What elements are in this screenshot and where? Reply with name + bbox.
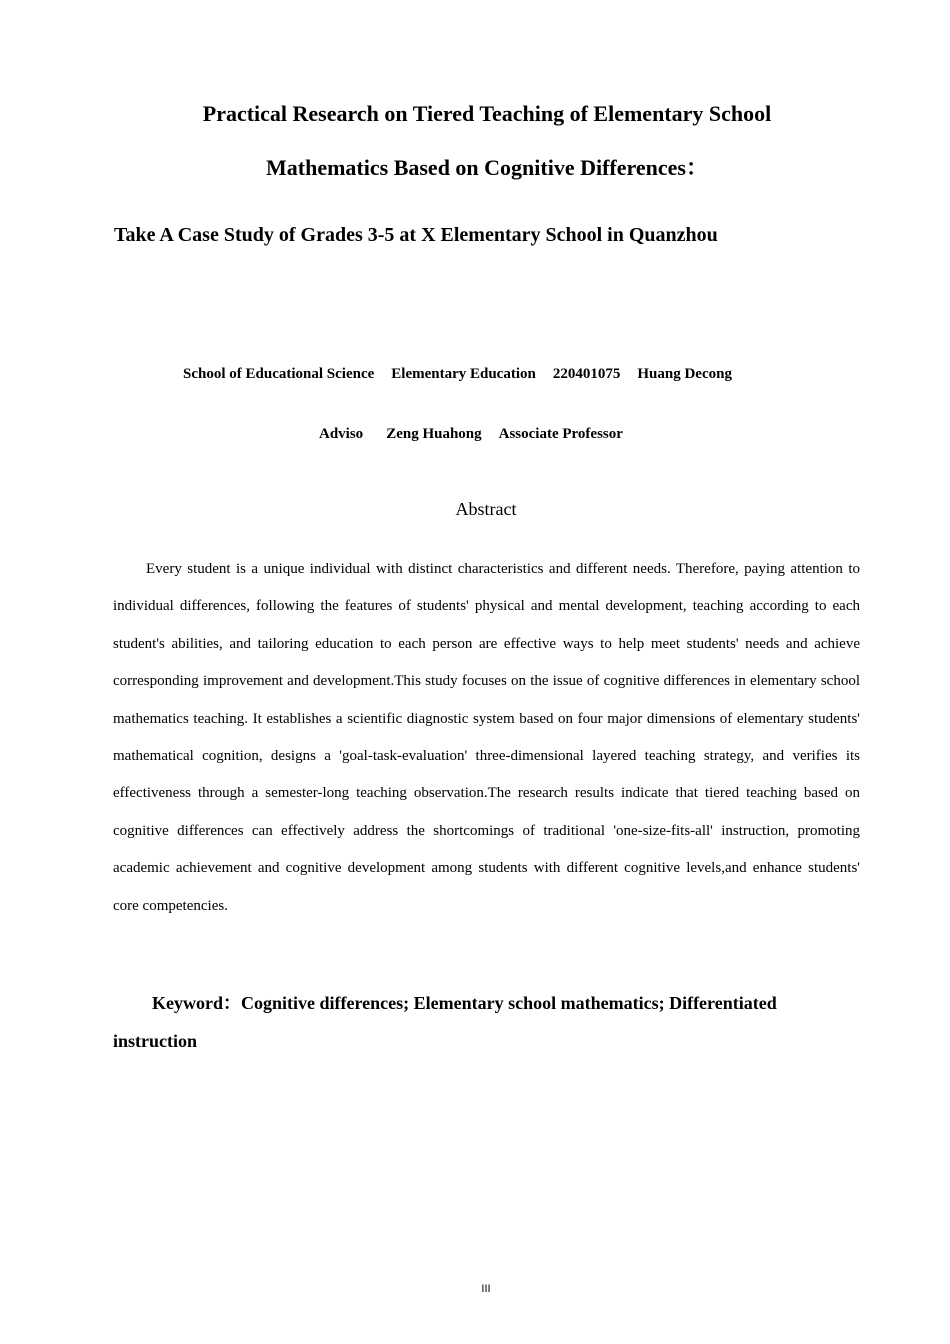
title-line-1: Practical Research on Tiered Teaching of Elementary School: [202, 101, 772, 126]
subtitle: Take A Case Study of Grades 3-5 at X Elementary School in Quanzhou: [114, 224, 718, 246]
keywords-text: Cognitive differences; Elementary school mathematics; Differentiated instruction: [113, 993, 777, 1051]
abstract-body: Every student is a unique individual with distinct characteristics and different needs. Therefore, paying attention to individual differences, following the features of students' physical and mental development, teaching according to each student's abilities, and tailoring education to each person are effective ways to help meet students' needs and achieve corresponding improvement and development.This study focuses on the issue of cognitive differences in elementary school mathematics teaching. It establishes a scientific diagnostic system based on four major dimensions of elementary students' mathematical cognition, designs a 'goal-task-evaluation' three-dimensional layered teaching strategy, and verifies its effectiveness through a semester-long teaching observation.The research results indicate that tiered teaching based on cognitive differences can effectively address the shortcomings of traditional 'one-size-fits-all' instruction, promoting academic achievement and cognitive development among students with different cognitive levels,and enhance students' core competencies.: [113, 561, 860, 914]
advisor-label: Adviso: [319, 426, 364, 442]
major-name: Elementary Education: [391, 366, 536, 382]
school-name: School of Educational Science: [183, 366, 375, 382]
author-name: Huang Decong: [637, 366, 732, 382]
keywords-label: Keyword：: [152, 993, 241, 1013]
advisor-title: Associate Professor: [498, 426, 623, 442]
page-number: III: [481, 1283, 491, 1295]
abstract-heading: Abstract: [455, 499, 517, 519]
keywords: [113, 984, 833, 1060]
advisor-line: [319, 426, 623, 443]
advisor-name: Zeng Huahong: [386, 426, 482, 442]
title-line-2: Mathematics Based on Cognitive Differences：: [266, 155, 708, 180]
author-affiliation: [183, 366, 732, 383]
student-id: 220401075: [552, 366, 621, 382]
